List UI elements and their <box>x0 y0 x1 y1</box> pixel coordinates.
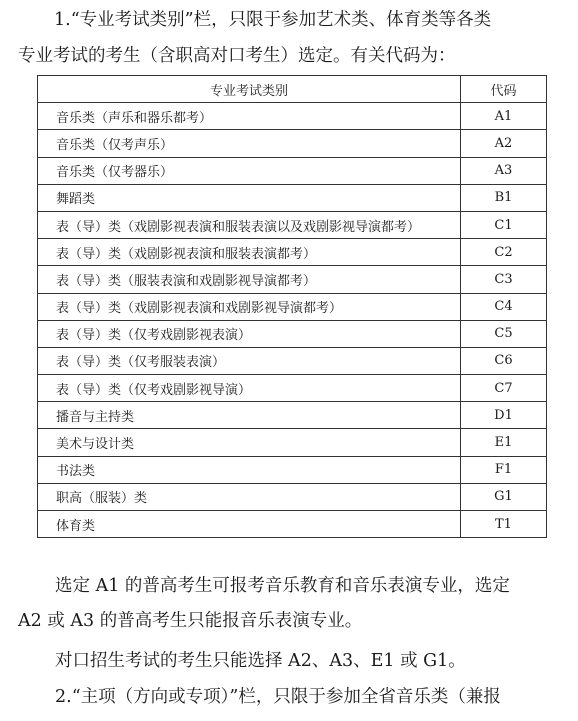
code-cell: A3 <box>461 157 547 184</box>
note-line-2: A2 或 A3 的普高考生只能报音乐表演专业。 <box>18 611 363 631</box>
category-cell: 表（导）类（戏剧影视表演和服装表演都考） <box>38 239 461 266</box>
table-row <box>38 157 547 184</box>
category-cell: 表（导）类（戏剧影视表演和服装表演以及戏剧影视导演都考） <box>38 211 461 238</box>
table-row <box>38 456 547 483</box>
table-row <box>38 483 547 510</box>
category-cell: 表（导）类（服装表演和戏剧影视导演都考） <box>38 266 461 293</box>
table-row <box>38 402 547 429</box>
category-cell: 舞蹈类 <box>38 184 461 211</box>
category-cell: 书法类 <box>38 456 461 483</box>
category-cell: 播音与主持类 <box>38 402 461 429</box>
table-body <box>38 103 547 538</box>
table-row <box>38 429 547 456</box>
note-line-3: 对口招生考试的考生只能选择 A2、A3、E1 或 G1。 <box>55 651 466 671</box>
table-row <box>38 266 547 293</box>
table-row <box>38 239 547 266</box>
code-cell: C3 <box>461 266 547 293</box>
code-cell: D1 <box>461 402 547 429</box>
table-row <box>38 347 547 374</box>
category-cell: 音乐类（声乐和器乐都考） <box>38 103 461 130</box>
note-line-1: 选定 A1 的普高考生可报考音乐教育和音乐表演专业，选定 <box>55 576 510 596</box>
category-cell: 表（导）类（仅考戏剧影视导演） <box>38 375 461 402</box>
code-cell: G1 <box>461 483 547 510</box>
category-cell: 音乐类（仅考声乐） <box>38 130 461 157</box>
category-cell: 体育类 <box>38 511 461 538</box>
code-cell: C1 <box>461 211 547 238</box>
table-row <box>38 293 547 320</box>
category-cell: 音乐类（仅考器乐） <box>38 157 461 184</box>
table-row <box>38 320 547 347</box>
category-cell: 表（导）类（仅考戏剧影视表演） <box>38 320 461 347</box>
code-cell: T1 <box>461 511 547 538</box>
code-cell: C5 <box>461 320 547 347</box>
category-cell: 美术与设计类 <box>38 429 461 456</box>
table-row <box>38 130 547 157</box>
category-cell: 表（导）类（戏剧影视表演和戏剧影视导演都考） <box>38 293 461 320</box>
code-cell: F1 <box>461 456 547 483</box>
header-code: 代码 <box>461 76 547 103</box>
code-cell: C6 <box>461 347 547 374</box>
table-header-row <box>38 76 547 103</box>
table-row <box>38 375 547 402</box>
code-cell: C7 <box>461 375 547 402</box>
header-category: 专业考试类别 <box>38 76 461 103</box>
code-cell: E1 <box>461 429 547 456</box>
note-line-4: 2.“主项（方向或专项）”栏，只限于参加全省音乐类（兼报 <box>55 687 501 707</box>
intro-line-1: 1.“专业考试类别”栏，只限于参加艺术类、体育类等各类 <box>54 10 492 30</box>
table-row <box>38 211 547 238</box>
code-cell: A1 <box>461 103 547 130</box>
exam-category-table <box>37 75 547 538</box>
category-cell: 职高（服装）类 <box>38 483 461 510</box>
code-cell: C2 <box>461 239 547 266</box>
table-row <box>38 511 547 538</box>
category-cell: 表（导）类（仅考服装表演） <box>38 347 461 374</box>
code-cell: B1 <box>461 184 547 211</box>
table-row <box>38 184 547 211</box>
table-row <box>38 103 547 130</box>
code-cell: C4 <box>461 293 547 320</box>
intro-line-2: 专业考试的考生（含职高对口考生）选定。有关代码为： <box>18 46 456 66</box>
code-cell: A2 <box>461 130 547 157</box>
